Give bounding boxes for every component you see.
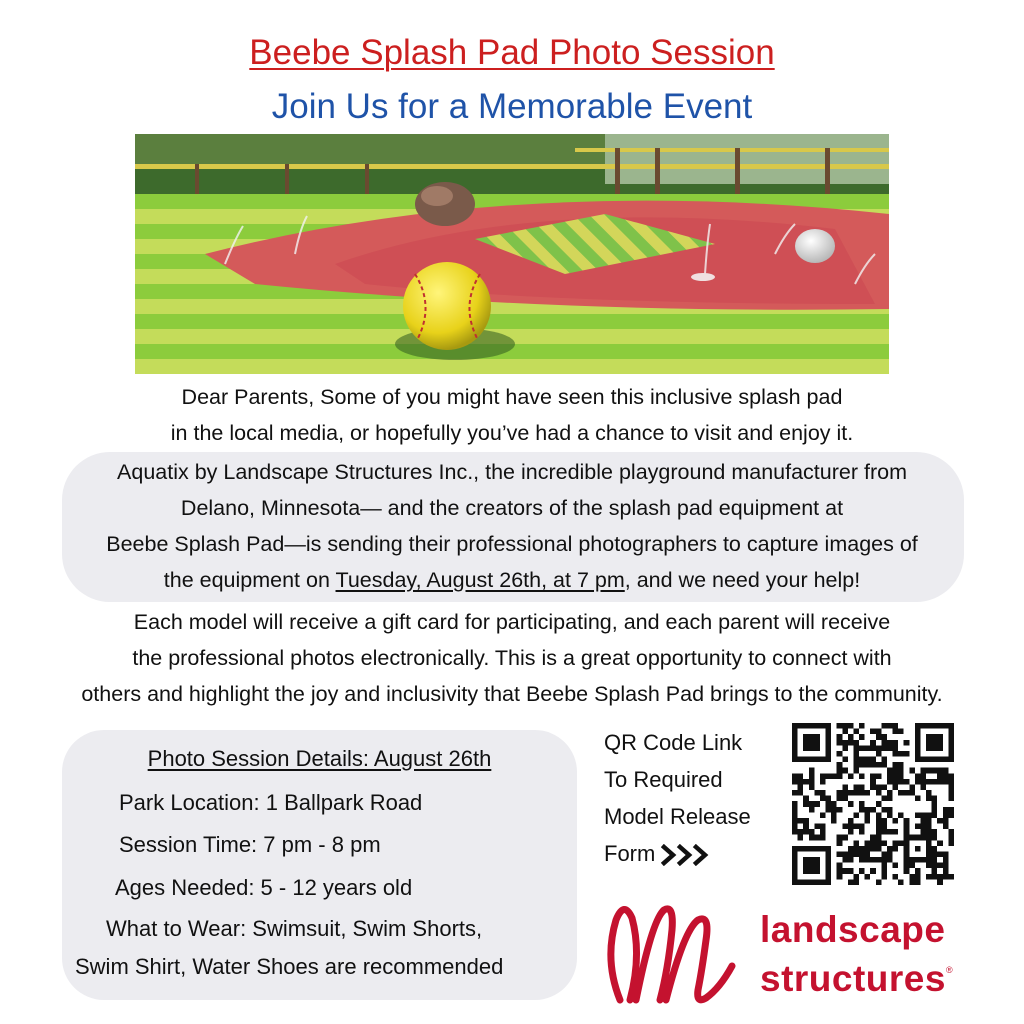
benefits-line: the professional photos electronically. This is a great opportunity to connect with <box>132 646 892 670</box>
brand-word: structures <box>760 958 946 999</box>
qr-line: Model Release <box>604 804 751 829</box>
brand-line <box>760 950 953 999</box>
session-details-box <box>62 730 577 1000</box>
what-to-wear: What to Wear: Swimsuit, Swim Shorts, <box>106 916 483 941</box>
brand-wordmark <box>760 910 953 999</box>
what-to-wear-cont: Swim Shirt, Water Shoes are recommended <box>75 954 504 979</box>
intro-line: in the local media, or hopefully you’ve had a chance to visit and enjoy it. <box>170 421 854 445</box>
intro-paragraph <box>0 379 1024 451</box>
event-date: Tuesday, August 26th, at 7 pm <box>335 568 625 592</box>
intro-line: Dear Parents, Some of you might have seen this inclusive splash pad <box>181 385 843 409</box>
benefits-line: others and highlight the joy and inclusivity that Beebe Splash Pad brings to the community. <box>81 682 943 706</box>
page-subtitle: Join Us for a Memorable Event <box>271 87 753 126</box>
benefits-line: Each model will receive a gift card for participating, and each parent will receive <box>133 610 891 634</box>
qr-form-label: Form <box>604 841 656 866</box>
highlight-line <box>0 562 1024 598</box>
landscape-structures-logo-icon <box>602 900 752 1010</box>
qr-code[interactable] <box>792 722 954 886</box>
qr-instructions <box>604 724 751 872</box>
highlight-line: Beebe Splash Pad—is sending their professional photographers to capture images of <box>106 532 918 556</box>
registered-mark: ® <box>945 965 954 975</box>
qr-line: To Required <box>604 767 723 792</box>
ages-needed: Ages Needed: 5 - 12 years old <box>115 875 413 900</box>
highlight-line: Delano, Minnesota— and the creators of the splash pad equipment at <box>180 496 844 520</box>
highlight-text: the equipment on <box>163 568 336 592</box>
details-heading: Photo Session Details: August 26th <box>147 746 492 771</box>
session-time: Session Time: 7 pm - 8 pm <box>119 832 381 857</box>
benefits-paragraph <box>0 604 1024 712</box>
splash-pad-photo <box>135 134 889 374</box>
highlight-text: , and we need your help! <box>624 568 861 592</box>
qr-line <box>604 835 751 872</box>
park-location: Park Location: 1 Ballpark Road <box>119 790 423 815</box>
qr-line: QR Code Link <box>604 730 743 755</box>
highlight-line: Aquatix by Landscape Structures Inc., the incredible playground manufacturer from <box>117 460 907 484</box>
brand-line: landscape <box>760 909 946 950</box>
page-title: Beebe Splash Pad Photo Session <box>249 33 775 72</box>
chevrons-right-icon <box>661 844 713 866</box>
highlight-paragraph <box>0 454 1024 598</box>
